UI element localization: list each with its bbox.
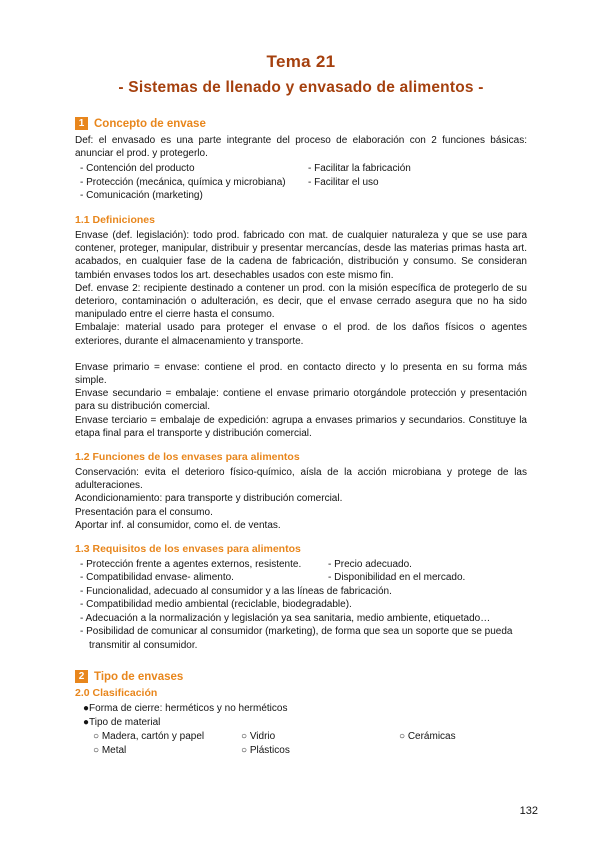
section-1-bullet-list: [75, 162, 527, 203]
paragraph: Envase (def. legislación): todo prod. fabricado con mat. de cualquier naturaleza y que se use para contener, proteger, manipular, distribuir y presentar mercancías, desde las materias primas hasta art. acabados, en cualquier fase de la cadena de fabricación, distribución y consumo. Se consideran también envases todos los art. desechables usados con este mismo fin.: [75, 229, 527, 281]
section-2-heading: [75, 670, 527, 683]
section-2-number-badge: 2: [75, 670, 88, 683]
bullet-row: [80, 189, 527, 203]
bullet-row: [80, 571, 527, 585]
bullet-row: [80, 176, 527, 190]
sub-bullet-item: ○ Plásticos: [241, 745, 290, 757]
paragraph: Envase terciario = embalaje de expedición: agrupa a envases primarios y secundarios. Constituye la etapa final para el transporte y distribución comercial.: [75, 414, 527, 439]
bullet-item: ●Forma de cierre: herméticos y no herméticos: [83, 703, 288, 715]
section-1-number-badge: 1: [75, 117, 88, 130]
sub-bullet-row: [83, 744, 527, 758]
bullet-item: - Adecuación a la normalización y legislación ya sea sanitaria, medio ambiente, etiquetado…: [80, 612, 491, 624]
bullet-row: [80, 162, 527, 176]
sub-bullet-item: ○ Metal: [93, 745, 127, 757]
section-1-heading: [75, 117, 527, 130]
sub-bullet-item: ○ Vidrio: [241, 731, 276, 743]
doc-subtitle: - Sistemas de llenado y envasado de alimentos -: [118, 79, 484, 96]
bullet-item: - Precio adecuado.: [328, 558, 412, 570]
paragraph: Aportar inf. al consumidor, como el. de ventas.: [75, 519, 281, 531]
sub-bullet-row: [83, 730, 527, 744]
paragraph: Acondicionamiento: para transporte y distribución comercial.: [75, 493, 343, 505]
paragraph: Presentación para el consumo.: [75, 506, 213, 518]
spacer: [75, 348, 527, 361]
subsection-1-3-heading: 1.3 Requisitos de los envases para alimentos: [75, 542, 301, 555]
subsection-2-0-heading: 2.0 Clasificación: [75, 687, 158, 700]
bullet-item: - Comunicación (marketing): [80, 190, 203, 202]
bullet-item: - Compatibilidad medio ambiental (reciclable, biodegradable).: [80, 599, 352, 611]
page-number: 132: [519, 805, 538, 817]
bullet-item: - Protección frente a agentes externos, resistente.: [80, 558, 302, 570]
subsection-1-2-heading: 1.2 Funciones de los envases para alimentos: [75, 450, 300, 463]
bullet-item: - Disponibilidad en el mercado.: [328, 572, 466, 584]
sub-bullet-item: ○ Cerámicas: [399, 731, 456, 743]
sub-bullet-item: ○ Madera, cartón y papel: [93, 731, 205, 743]
section-1-3-bullet-list: [75, 558, 527, 653]
bullet-item: - Protección (mecánica, química y microbiana): [80, 176, 286, 188]
paragraph: Envase primario = envase: contiene el prod. en contacto directo y lo presenta en su forma más simple.: [75, 361, 527, 386]
doc-title: Tema 21: [266, 52, 336, 71]
section-2-title: Tipo de envases: [94, 670, 184, 683]
section-1-intro-paragraph: Def: el envasado es una parte integrante del proceso de elaboración con 2 funciones básicas: anunciar el prod. y protegerlo.: [75, 135, 527, 160]
paragraph: Conservación: evita el deterioro físico-químico, aísla de la acción microbiana y protege de las adulteraciones.: [75, 466, 527, 492]
bullet-item: [308, 189, 527, 203]
bullet-item: - Facilitar el uso: [308, 176, 379, 188]
bullet-item: - Facilitar la fabricación: [308, 163, 411, 175]
paragraph: Def. envase 2: recipiente destinado a contener un prod. con la misión específica de protegerlo de su deterioro, contaminación o adulteración, es decir, que el envase cerrado asegura que no ha sido manipulado entre el cierre hasta el consumo.: [75, 282, 527, 321]
paragraph: Embalaje: material usado para proteger el envase o el prod. de los daños físicos o agentes exteriores, durante el almacenamiento y transporte.: [75, 322, 527, 347]
section-1-title: Concepto de envase: [94, 117, 206, 130]
sub-bullet-item: [399, 744, 527, 758]
classification-bullet-list: [75, 702, 527, 758]
bullet-item: - Funcionalidad, adecuado al consumidor y a las líneas de fabricación.: [80, 585, 392, 597]
subsection-1-1-heading: 1.1 Definiciones: [75, 213, 155, 226]
bullet-item: - Posibilidad de comunicar al consumidor (marketing), de forma que sea un soporte que se pueda transmitir al consumidor.: [80, 626, 513, 651]
bullet-item: - Compatibilidad envase- alimento.: [80, 572, 234, 584]
paragraph: Envase secundario = embalaje: contiene el envase primario otorgándole protección y presentación para su distribución comercial.: [75, 388, 527, 413]
bullet-item: ●Tipo de material: [83, 717, 161, 729]
bullet-item: - Contención del producto: [80, 163, 195, 175]
bullet-row: [80, 558, 527, 572]
